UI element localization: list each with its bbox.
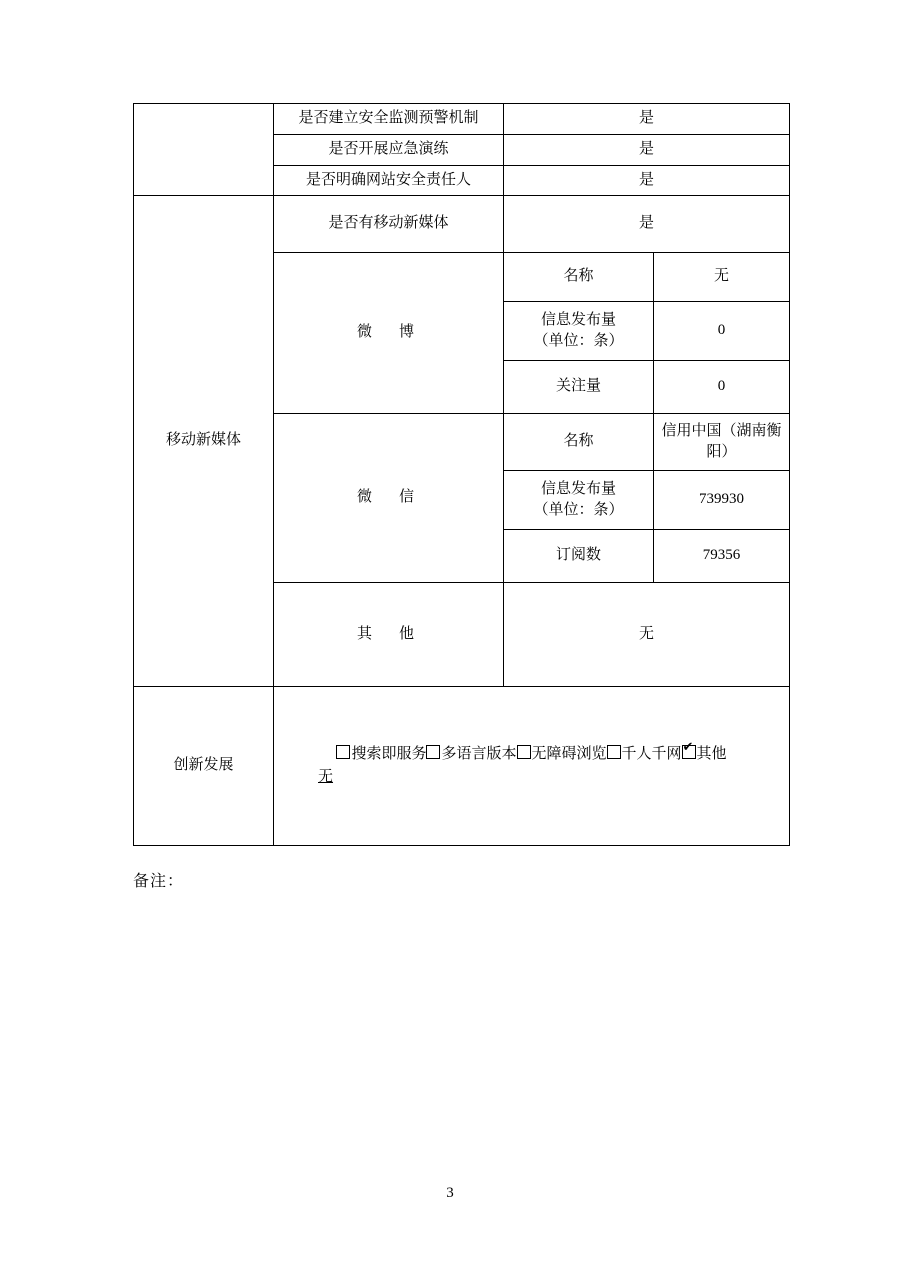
table-row (134, 104, 790, 135)
innovation-option-accessibility[interactable] (517, 746, 607, 762)
weibo-count-value: 0 (654, 302, 790, 361)
page-number: 3 (446, 1185, 454, 1201)
weibo-count-key (504, 302, 654, 361)
weibo-label: 微 博 (274, 253, 504, 414)
weixin-label: 微 信 (274, 414, 504, 583)
row-label: 是否明确网站安全责任人 (274, 165, 504, 196)
weixin-name-value: 信用中国（湖南衡阳） (654, 414, 790, 471)
website-report-table (133, 103, 790, 846)
weixin-name-key: 名称 (504, 414, 654, 471)
weibo-follow-key: 关注量 (504, 361, 654, 414)
checkbox-checked-icon[interactable] (682, 745, 696, 759)
other-media-label: 其 他 (274, 583, 504, 687)
innovation-option-personalized[interactable] (607, 746, 682, 762)
weixin-count-key (504, 471, 654, 530)
innovation-option-label: 千人千网 (621, 745, 682, 762)
weibo-name-key: 名称 (504, 253, 654, 302)
row-label: 是否建立安全监测预警机制 (274, 104, 504, 135)
table-row (134, 687, 790, 846)
innovation-checkbox-group (276, 744, 787, 790)
innovation-option-search[interactable] (336, 746, 426, 762)
innovation-option-label: 多语言版本 (441, 745, 517, 762)
weibo-count-key-line1: 信息发布量 (540, 311, 616, 328)
innovation-option-label: 无障碍浏览 (531, 745, 607, 762)
weibo-name-value: 无 (654, 253, 790, 302)
security-section-blank (134, 104, 274, 196)
weixin-subs-key: 订阅数 (504, 530, 654, 583)
table-row (134, 196, 790, 253)
weibo-count-key-line2: （单位：条） (533, 333, 624, 350)
weixin-count-key-line2: （单位：条） (533, 502, 624, 519)
row-label: 是否开展应急演练 (274, 134, 504, 165)
innovation-label: 创新发展 (134, 687, 274, 846)
innovation-option-multilingual[interactable] (426, 746, 516, 762)
media-section-label: 移动新媒体 (134, 196, 274, 687)
other-media-value: 无 (504, 583, 790, 687)
weibo-follow-value: 0 (654, 361, 790, 414)
checkbox-unchecked-icon[interactable] (426, 745, 440, 759)
innovation-option-other[interactable] (682, 746, 727, 762)
weixin-count-value: 739930 (654, 471, 790, 530)
weixin-count-key-line1: 信息发布量 (540, 480, 616, 497)
innovation-option-label: 搜索即服务 (351, 745, 427, 762)
checkbox-unchecked-icon[interactable] (517, 745, 531, 759)
row-value: 是 (504, 104, 790, 135)
innovation-options-cell (274, 687, 790, 846)
innovation-other-value: 无 (318, 769, 334, 786)
checkbox-unchecked-icon[interactable] (336, 745, 350, 759)
remark-label: 备注： (133, 873, 185, 890)
row-value: 是 (504, 134, 790, 165)
has-media-value: 是 (504, 196, 790, 253)
has-media-label: 是否有移动新媒体 (274, 196, 504, 253)
innovation-option-label: 其他 (696, 745, 727, 762)
checkbox-unchecked-icon[interactable] (607, 745, 621, 759)
weixin-subs-value: 79356 (654, 530, 790, 583)
row-value: 是 (504, 165, 790, 196)
